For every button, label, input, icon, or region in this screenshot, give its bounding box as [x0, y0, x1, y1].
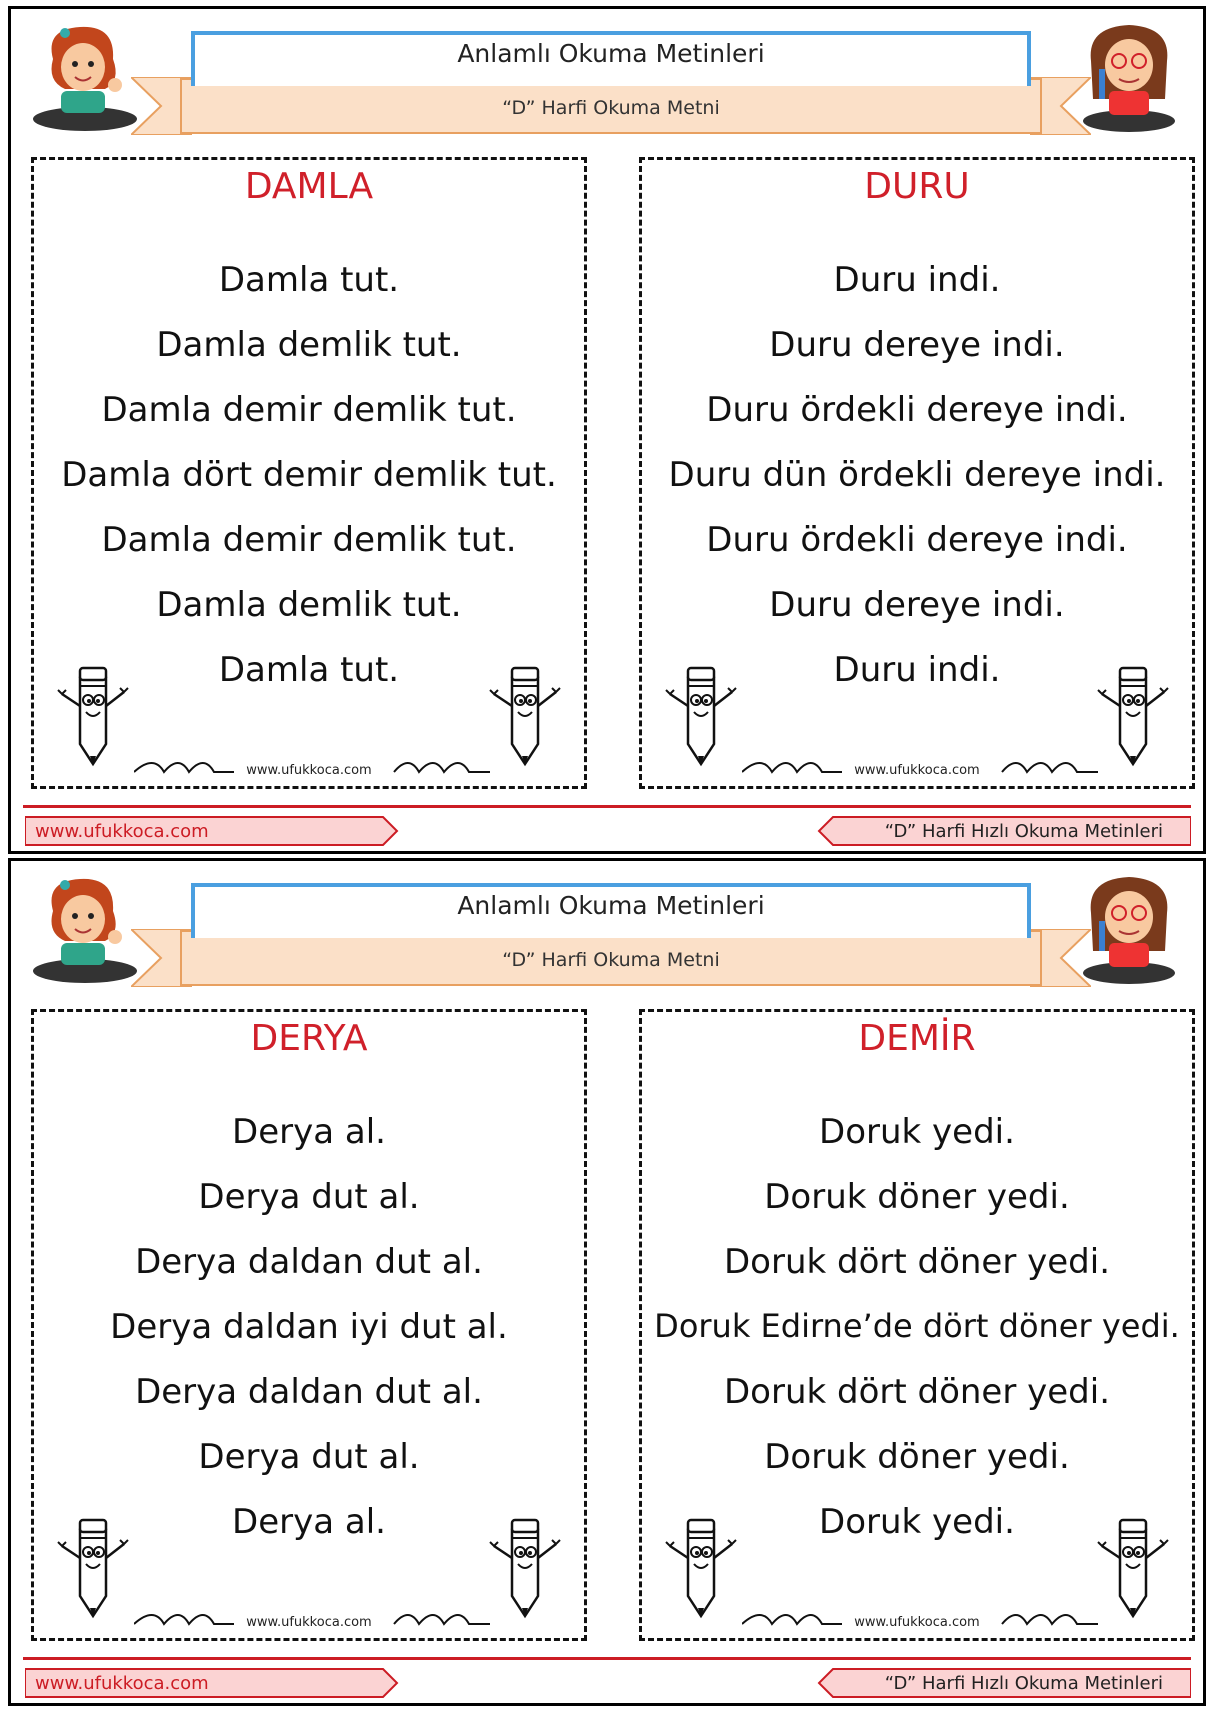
reading-line: Doruk yedi. — [819, 1112, 1015, 1152]
reading-panel — [639, 1009, 1195, 1641]
reading-line: Doruk dört döner yedi. — [723, 1242, 1111, 1282]
reading-line: Damla demlik tut. — [156, 325, 462, 365]
reading-line: Derya daldan iyi dut al. — [110, 1307, 508, 1347]
pencil-mascot-icon — [658, 660, 744, 770]
worksheet-1 — [8, 6, 1206, 854]
reading-line: Doruk Edirne’de dört döner yedi. — [654, 1307, 1180, 1345]
pencil-mascot-icon — [1090, 660, 1176, 770]
reading-line: Derya daldan dut al. — [135, 1242, 483, 1282]
girl-illustration-icon — [25, 19, 145, 134]
header — [11, 861, 1203, 991]
reading-line: Derya daldan dut al. — [135, 1372, 483, 1412]
pencil-mascot-icon — [50, 1512, 136, 1622]
worksheet-2 — [8, 858, 1206, 1706]
reading-line: Damla demir demlik tut. — [101, 520, 517, 560]
pencil-mascot-icon — [658, 1512, 744, 1622]
reading-line: Duru indi. — [833, 260, 1001, 300]
reading-line: Derya dut al. — [198, 1177, 420, 1217]
watermark: www.ufukkoca.com — [246, 1615, 372, 1630]
reading-line: Duru ördekli dereye indi. — [706, 520, 1128, 560]
reading-line: Doruk döner yedi. — [764, 1177, 1070, 1217]
reading-panel — [31, 157, 587, 789]
reading-panel — [639, 157, 1195, 789]
footer-label: “D” Harfi Hızlı Okuma Metinleri — [884, 821, 1163, 842]
reading-line: Damla dört demir demlik tut. — [61, 455, 557, 495]
footer-site-link[interactable]: www.ufukkoca.com — [35, 821, 209, 842]
pencil-mascot-icon — [482, 660, 568, 770]
panel-title: DURU — [864, 166, 970, 207]
reading-line: Damla demir demlik tut. — [101, 390, 517, 430]
footer-divider — [23, 805, 1191, 808]
girl-with-glasses-icon — [1069, 19, 1189, 134]
reading-line: Damla tut. — [218, 260, 400, 300]
panel-title: DAMLA — [244, 166, 374, 207]
watermark: www.ufukkoca.com — [246, 763, 372, 778]
girl-illustration-icon — [25, 871, 145, 986]
footer-label: “D” Harfi Hızlı Okuma Metinleri — [884, 1673, 1163, 1694]
pencil-mascot-icon — [50, 660, 136, 770]
footer-site-link[interactable]: www.ufukkoca.com — [35, 1673, 209, 1694]
reading-line: Derya dut al. — [198, 1437, 420, 1477]
reading-line: Derya al. — [232, 1112, 386, 1152]
watermark: www.ufukkoca.com — [854, 1615, 980, 1630]
watermark: www.ufukkoca.com — [854, 763, 980, 778]
footer-divider — [23, 1657, 1191, 1660]
page-title: Anlamlı Okuma Metinleri — [457, 39, 765, 68]
reading-panel — [31, 1009, 587, 1641]
reading-line: Doruk dört döner yedi. — [723, 1372, 1111, 1412]
page-title: Anlamlı Okuma Metinleri — [457, 891, 765, 920]
pencil-mascot-icon — [482, 1512, 568, 1622]
reading-line: Damla tut. — [218, 650, 400, 690]
reading-line: Doruk döner yedi. — [764, 1437, 1070, 1477]
reading-line: Duru dereye indi. — [769, 325, 1065, 365]
reading-line: Derya al. — [232, 1502, 386, 1542]
reading-line: Duru dereye indi. — [769, 585, 1065, 625]
panel-title: DERYA — [250, 1018, 368, 1059]
pencil-mascot-icon — [1090, 1512, 1176, 1622]
reading-line: Duru ördekli dereye indi. — [706, 390, 1128, 430]
page-subtitle: “D” Harfi Okuma Metni — [502, 97, 720, 119]
reading-line: Doruk yedi. — [819, 1502, 1015, 1542]
girl-with-glasses-icon — [1069, 871, 1189, 986]
page-subtitle: “D” Harfi Okuma Metni — [502, 949, 720, 971]
reading-line: Damla demlik tut. — [156, 585, 462, 625]
reading-line: Duru dün ördekli dereye indi. — [668, 455, 1166, 495]
header — [11, 9, 1203, 139]
panel-title: DEMİR — [858, 1018, 976, 1059]
reading-line: Duru indi. — [833, 650, 1001, 690]
